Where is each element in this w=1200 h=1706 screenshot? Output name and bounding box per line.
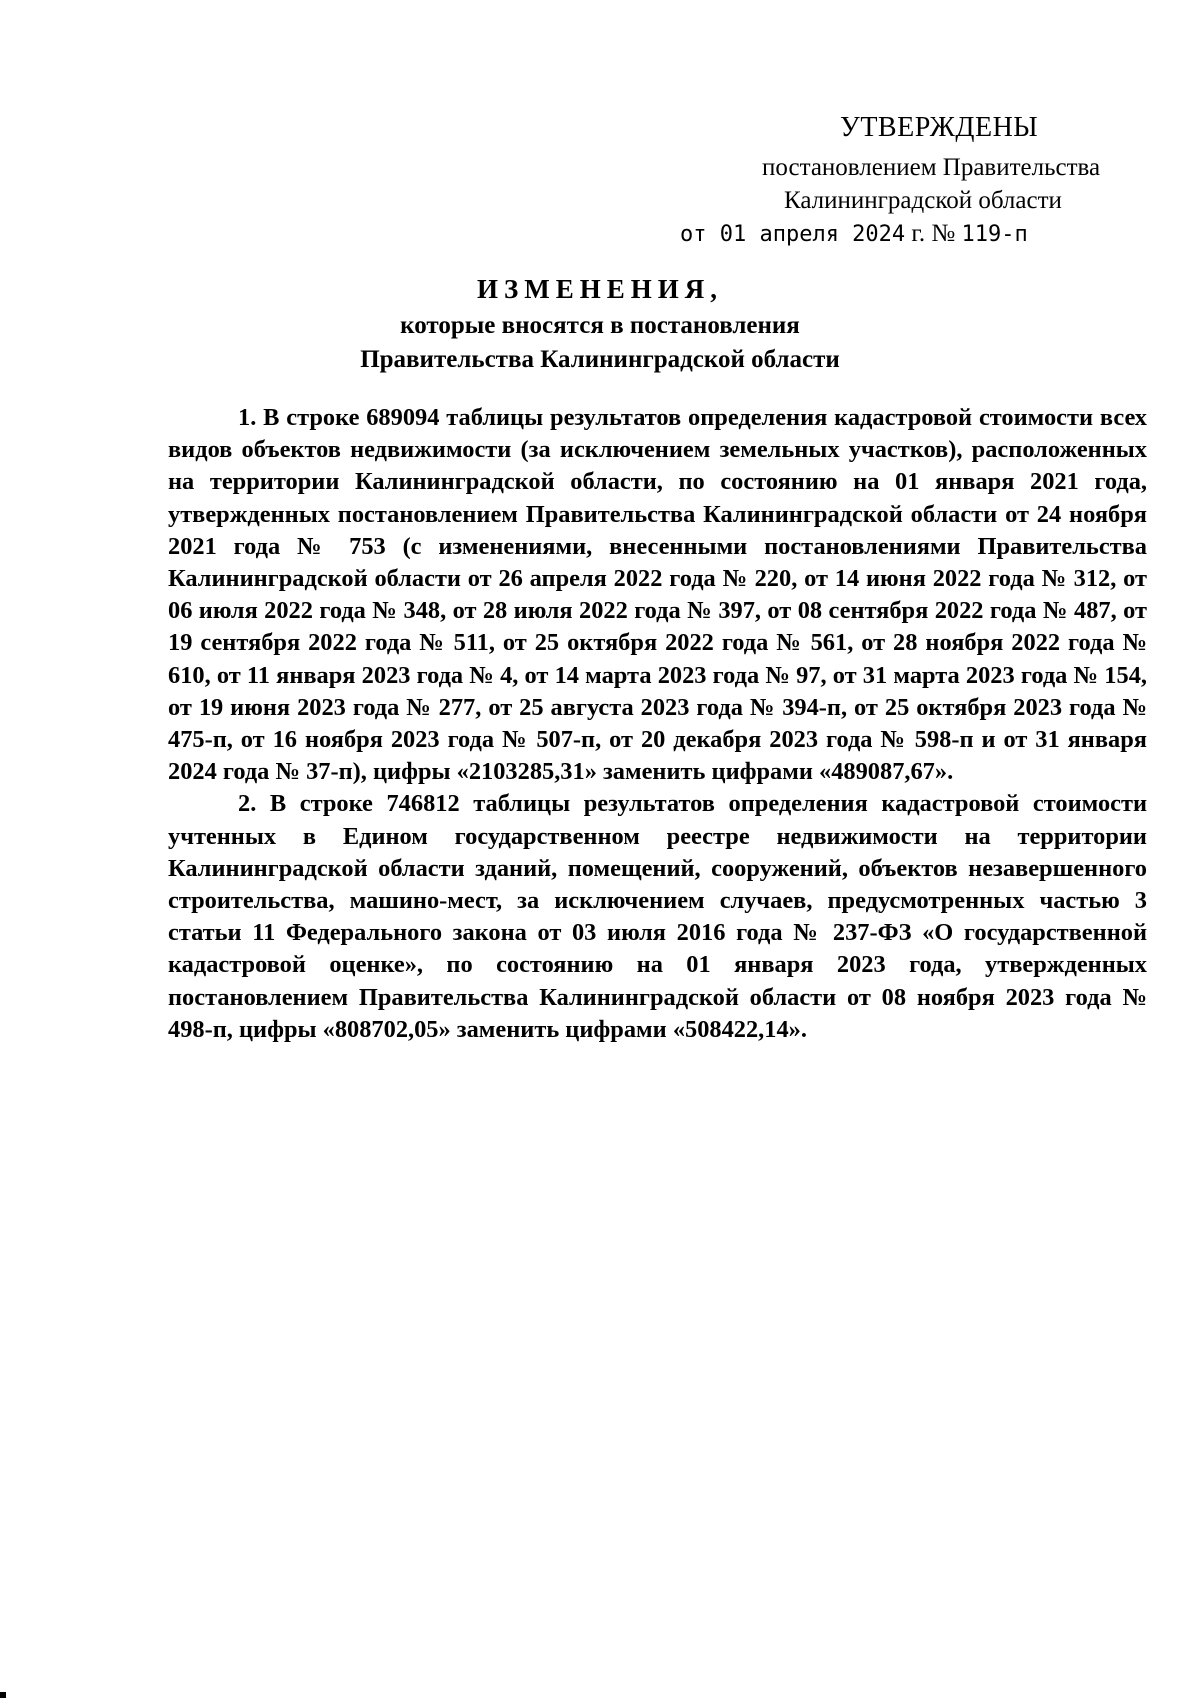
approval-title: УТВЕРЖДЕНЫ [840,112,1039,143]
approval-date: от 01 апреля 2024 [680,222,906,247]
paragraph-2: 2. В строке 746812 таблицы результатов определения кадастровой стоимости учтенных в Едином государственном реестре недвижимости на территории Калининградской области зданий, помещений, сооружений, объектов незавершенного строительства, машино-мест, за исключением случаев, предусмотренных частью 3 статьи 11 Федерального закона от 03 июля 2016 года № 237-ФЗ «О государственной кадастровой оценке», по состоянию на 01 января 2023 года, утвержденных постановлением Правительства Калининградской области от 08 ноября 2023 года № 498-п, цифры «808702,05» заменить цифрами «508422,14». [168,790,1147,1043]
paragraph-1: 1. В строке 689094 таблицы результатов определения кадастровой стоимости всех видов объектов недвижимости (за исключением земельных участков), расположенных на территории Калининградской области, по состоянию на 01 января 2021 года, утвержденных постановлением Правительства Калининградской области от 24 ноября 2021 года № 753 (с изменениями, внесенными постановлениями Правительства Калининградской области от 26 апреля 2022 года № 220, от 14 июня 2022 года № 312, от 06 июля 2022 года № 348, от 28 июля 2022 года № 397, от 08 сентября 2022 года № 487, от 19 сентября 2022 года № 511, от 25 октября 2022 года № 561, от 28 ноября 2022 года № 610, от 11 января 2023 года № 4, от 14 марта 2023 года № 97, от 31 марта 2023 года № 154, от 19 июня 2023 года № 277, от 25 августа 2023 года № 394-п, от 25 октября 2023 года № 475-п, от 16 ноября 2023 года № 507-п, от 20 декабря 2023 года № 598-п и от 31 января 2024 года № 37-п), цифры «2103285,31» заменить цифрами «489087,67». [168,404,1147,786]
approval-number: 119-п [961,222,1028,247]
approval-date-line [680,220,1028,248]
document-body [168,402,1147,1046]
document-heading: ИЗМЕНЕНИЯ, [476,274,723,304]
scan-mark [0,1692,6,1698]
document-subheading-1: которые вносятся в постановления [400,312,800,339]
approval-authority-line: постановлением Правительства [762,154,1101,181]
approval-region-line: Калининградской области [784,187,1062,214]
approval-number-label: г. № [911,220,956,247]
document-subheading-2: Правительства Калининградской области [360,346,840,373]
